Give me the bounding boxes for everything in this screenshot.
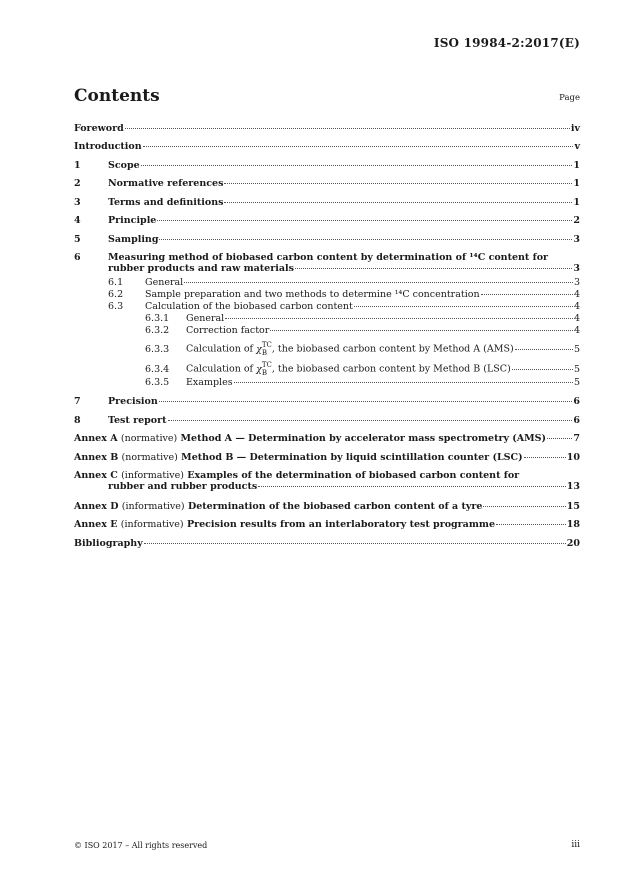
toc-annex-d[interactable]: Annex D (informative) Determination of the biobased carbon content of a tyre 15 (74, 501, 580, 512)
page-column-label: Page (559, 93, 580, 103)
toc-section-2[interactable]: 2 Normative references 1 (74, 178, 580, 189)
toc-section-6-3-3[interactable]: 6.3.3 Calculation of χ TC B , the biobased carbon content by Method A (AMS) 5 (145, 341, 580, 357)
toc-annex-a[interactable]: Annex A (normative) Method A — Determination by accelerator mass spectrometry (AMS) 7 (74, 433, 580, 444)
toc-section-8[interactable]: 8 Test report 6 (74, 415, 580, 426)
toc-foreword[interactable]: Foreword iv (74, 123, 580, 134)
toc-bibliography[interactable]: Bibliography 20 (74, 538, 580, 549)
toc-section-6-2[interactable]: 6.2 Sample preparation and two methods to determine ¹⁴C concentration 4 (108, 289, 580, 300)
toc-section-7[interactable]: 7 Precision 6 (74, 396, 580, 407)
toc-section-3[interactable]: 3 Terms and definitions 1 (74, 197, 580, 208)
toc-section-6-3[interactable]: 6.3 Calculation of the biobased carbon content 4 (108, 301, 580, 312)
toc-section-5[interactable]: 5 Sampling 3 (74, 234, 580, 245)
toc-section-1[interactable]: 1 Scope 1 (74, 160, 580, 171)
toc-introduction[interactable]: Introduction v (74, 141, 580, 152)
chi-symbol: χ TC B (256, 341, 272, 357)
chi-symbol: χ TC B (256, 361, 272, 377)
toc-section-6-1[interactable]: 6.1 General 3 (108, 277, 580, 288)
contents-title: Contents (74, 86, 160, 106)
toc-section-6[interactable]: 6 Measuring method of biobased carbon content by determination of ¹⁴C content for rubber products and raw materials 3 (74, 252, 580, 274)
footer-page-number: iii (571, 840, 580, 850)
toc-section-6-3-4[interactable]: 6.3.4 Calculation of χ TC B , the biobased carbon content by Method B (LSC) 5 (145, 361, 580, 377)
toc-section-6-3-2[interactable]: 6.3.2 Correction factor 4 (145, 325, 580, 336)
toc-section-4[interactable]: 4 Principle 2 (74, 215, 580, 226)
footer-copyright: © ISO 2017 – All rights reserved (74, 841, 208, 850)
toc-section-6-3-1[interactable]: 6.3.1 General 4 (145, 313, 580, 324)
toc-annex-e[interactable]: Annex E (informative) Precision results from an interlaboratory test programme 18 (74, 519, 580, 530)
toc-section-6-3-5[interactable]: 6.3.5 Examples 5 (145, 377, 580, 388)
toc-annex-c[interactable]: Annex C (informative) Examples of the determination of biobased carbon content for rubber and rubber products 13 (74, 470, 580, 492)
toc-annex-b[interactable]: Annex B (normative) Method B — Determination by liquid scintillation counter (LSC) 10 (74, 452, 580, 463)
doc-id: ISO 19984-2:2017(E) (433, 36, 580, 50)
